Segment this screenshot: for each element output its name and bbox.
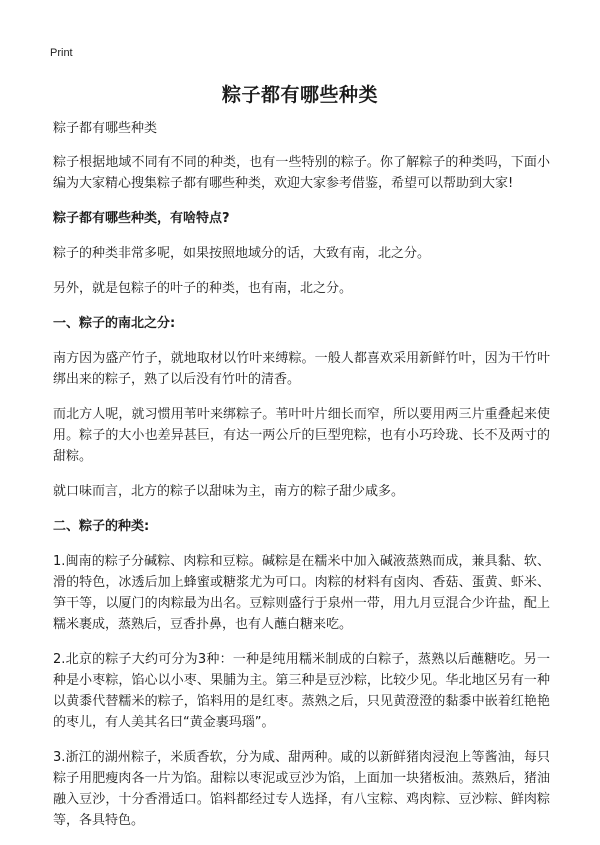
- section-heading-kinds: 二、粽子的种类:: [53, 519, 150, 534]
- section-heading-north-south: 一、粽子的南北之分:: [53, 316, 176, 331]
- article-subtitle: 粽子都有哪些种类: [53, 121, 158, 136]
- section-heading-types: 粽子都有哪些种类，有啥特点?: [53, 211, 230, 226]
- paragraph-leaves: 另外，就是包粽子的叶子的种类，也有南，北之分。: [53, 281, 353, 296]
- list-item-zhejiang: 3.浙江的湖州粽子，米质香软，分为咸、甜两种。咸的以新鲜猪肉浸泡上等酱油，每只粽子用肥瘦肉各一片为馅。甜粽以枣泥或豆沙为馅，上面加一块猪板油。蒸熟后，猪油融入豆沙，十分香滑适口。馅料都经过专人选择，有八宝粽、鸡肉粽、豆沙粽、鲜肉粽等，各具特色。: [53, 750, 550, 828]
- list-item-beijing: 2.北京的粽子大约可分为3种：一种是纯用糯米制成的白粽子，蒸熟以后蘸糖吃。另一种是小枣粽，馅心以小枣、果脯为主。第三种是豆沙粽，比较少见。华北地区另有一种以黄黍代替糯米的粽子，馅料用的是红枣。蒸熟之后，只见黄澄澄的黏黍中嵌着红艳艳的枣儿，有人美其名曰“黄金裹玛瑙”。: [53, 652, 550, 730]
- list-item-minnan: 1.闽南的粽子分碱粽、肉粽和豆粽。碱粽是在糯米中加入碱液蒸熟而成，兼具黏、软、滑的特色，冰透后加上蜂蜜或糖浆尤为可口。肉粽的材料有卤肉、香菇、蛋黄、虾米、笋干等，以厦门的肉粽最为出名。豆粽则盛行于泉州一带，用九月豆混合少许盐，配上糯米裹成，蒸熟后，豆香扑鼻，也有人蘸白糖来吃。: [53, 554, 550, 632]
- article-body: [53, 118, 550, 845]
- paragraph-regions: 粽子的种类非常多呢，如果按照地域分的话，大致有南，北之分。: [53, 246, 431, 261]
- paragraph-taste: 就口味而言，北方的粽子以甜味为主，南方的粽子甜少咸多。: [53, 484, 405, 499]
- paragraph-south: 南方因为盛产竹子，就地取材以竹叶来缚粽。一般人都喜欢采用新鲜竹叶，因为干竹叶绑出来的粽子，熟了以后没有竹叶的清香。: [53, 351, 550, 387]
- paragraph-north: 而北方人呢，就习惯用苇叶来绑粽子。苇叶叶片细长而窄，所以要用两三片重叠起来使用。粽子的大小也差异甚巨，有达一两公斤的巨型兜粽，也有小巧玲珑、长不及两寸的甜粽。: [53, 407, 550, 464]
- page-title: 粽子都有哪些种类: [221, 84, 378, 106]
- intro-paragraph: 粽子根据地域不同有不同的种类，也有一些特别的粽子。你了解粽子的种类吗，下面小编为大家精心搜集粽子都有哪些种类，欢迎大家参考借鉴，希望可以帮助到大家!: [53, 155, 550, 191]
- print-link[interactable]: Print: [50, 47, 73, 59]
